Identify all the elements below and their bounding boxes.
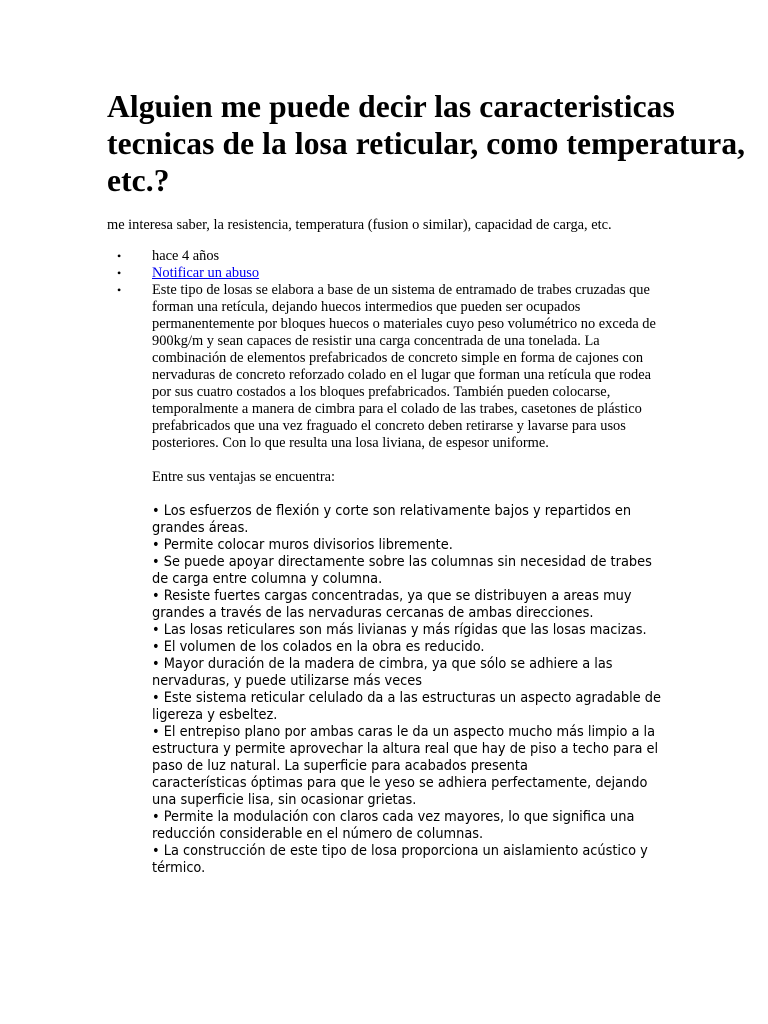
advantage-item: • Los esfuerzos de flexión y corte son relativamente bajos y repartidos en grandes áreas.	[152, 503, 632, 536]
bullet-icon: •	[117, 283, 122, 297]
advantage-item: • Mayor duración de la madera de cimbra, ya que sólo se adhiere a las nervaduras, y puede utilizarse más veces	[152, 656, 613, 689]
question-title: Alguien me puede decir las caracteristicas tecnicas de la losa reticular, como temperatura, etc.?	[107, 89, 746, 198]
spacer	[152, 452, 664, 469]
answer-intro: Este tipo de losas se elabora a base de un sistema de entramado de trabes cruzadas que forman una retícula, dejando huecos intermedios que pueden ser ocupados permanentemente por bloques huecos o materiales cuyo peso volumétrico no exceda de 900kg/m y sean capaces de resistir una carga concentrada de una tonelada. La combinación de elementos prefabricados de concreto simple en forma de cajones con nervaduras de concreto reforzado colado en el lugar que forman una retícula que rodea por sus cuatro costados a los bloques prefabricados. También pueden colocarse, temporalmente a manera de cimbra para el colado de las trabes, casetones de plástico	[152, 282, 656, 417]
list-item-report	[107, 265, 747, 282]
bullet-icon: •	[117, 266, 122, 280]
report-abuse-link[interactable]: Notificar un abuso	[152, 265, 260, 281]
answer-body	[152, 282, 664, 877]
advantage-item: • El entrepiso plano por ambas caras le da un aspecto mucho más limpio a la estructura y permite aprovechar la altura real que hay de piso a techo para el paso de luz natural. La superficie para acabados presenta	[152, 724, 659, 774]
spacer	[152, 486, 664, 503]
question-body: me interesa saber, la resistencia, temperatura (fusion o similar), capacidad de carga, etc.	[107, 217, 612, 233]
advantage-item: • Se puede apoyar directamente sobre las columnas sin necesidad de trabes de carga entre columna y columna.	[152, 554, 652, 587]
list-item-answer	[107, 282, 747, 877]
time-ago: hace 4 años	[152, 248, 220, 264]
document-page	[107, 88, 747, 877]
bullet-icon: •	[117, 249, 122, 263]
list-item-time	[107, 248, 747, 265]
advantage-item: • Este sistema reticular celulado da a las estructuras un aspecto agradable de ligereza y esbeltez.	[152, 690, 661, 723]
advantages-list	[152, 503, 664, 877]
advantage-item: características óptimas para que le yeso se adhiera perfectamente, dejando una superficie lisa, sin ocasionar grietas.	[152, 775, 648, 808]
advantages-heading: Entre sus ventajas se encuentra:	[152, 469, 336, 485]
advantage-item: • Permite colocar muros divisorios libremente.	[152, 537, 453, 553]
answer-intro-cont: prefabricados que una vez fraguado el concreto deben retirarse y lavarse para usos posteriores. Con lo que resulta una losa liviana, de espesor uniforme.	[152, 418, 626, 451]
advantage-item: • El volumen de los colados en la obra es reducido.	[152, 639, 485, 655]
advantage-item: • Resiste fuertes cargas concentradas, ya que se distribuyen a areas muy grandes a través de las nervaduras cercanas de ambas direcciones.	[152, 588, 632, 621]
advantage-item: • Las losas reticulares son más livianas y más rígidas que las losas macizas.	[152, 622, 647, 638]
answer-list	[107, 248, 747, 877]
advantage-item: • La construcción de este tipo de losa proporciona un aislamiento acústico y térmico.	[152, 843, 648, 876]
advantage-item: • Permite la modulación con claros cada vez mayores, lo que significa una reducción considerable en el número de columnas.	[152, 809, 635, 842]
